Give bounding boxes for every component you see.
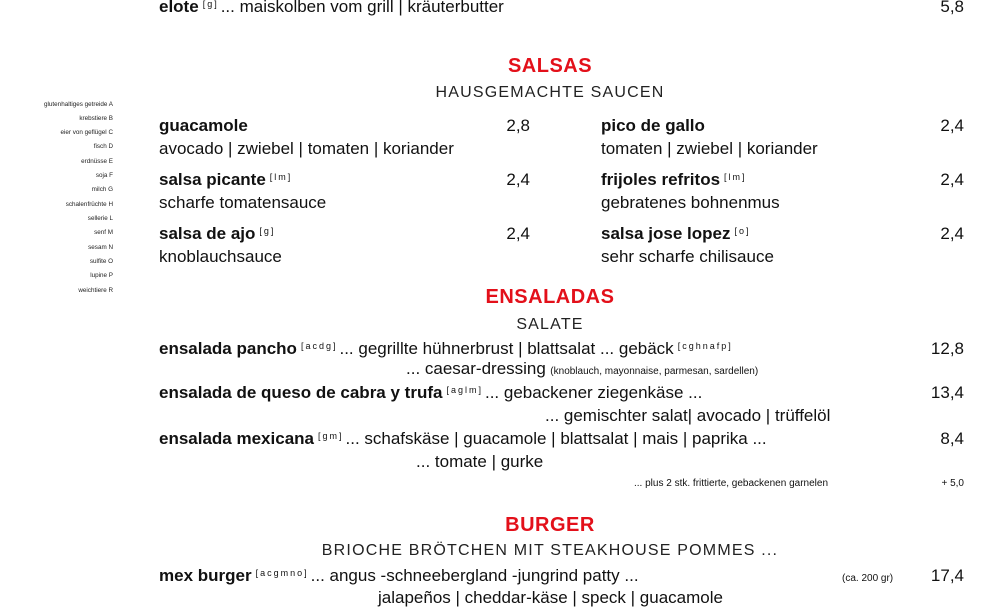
item-note: (knoblauch, mayonnaise, parmesan, sardellen) [550,366,759,377]
item-weight: (ca. 200 gr) [842,573,894,584]
menu-item-ensalada-queso [159,383,702,403]
item-price: 8,4 [940,429,964,448]
allergen-legend-item: sellerie L [87,215,113,222]
menu-item-ensalada-mexicana [159,429,767,449]
menu-item-ensalada-pancho [159,339,735,359]
item-price: 2,4 [506,170,530,189]
extra-option: ... plus 2 stk. frittierte, gebackenen garnelen [634,478,828,489]
menu-item-salsa-picante [159,170,294,190]
allergen-legend-item: krebstiere B [79,115,113,122]
allergen-legend-item: erdnüsse E [81,158,113,165]
item-name: salsa de ajo [159,224,256,243]
item-description: ... maiskolben vom grill | kräuterbutter [220,0,504,16]
allergen-legend-item: sulfite O [89,258,113,265]
item-name: salsa jose lopez [601,224,731,243]
item-name: ensalada pancho [159,339,297,358]
allergen-codes: [lm] [724,172,747,182]
item-description: scharfe tomatensauce [159,193,327,212]
allergen-legend-item: eier von geflügel C [60,129,113,136]
allergen-legend-item: milch G [91,186,113,193]
item-description: avocado | zwiebel | tomaten | koriander [159,139,454,158]
item-name: frijoles refritos [601,170,721,189]
allergen-legend-item: glutenhaltiges getreide A [44,101,113,108]
allergen-codes: [o] [734,226,751,236]
item-name: pico de gallo [601,116,705,135]
allergen-codes: [cghnafp] [677,341,733,351]
item-description-cont: ... caesar-dressing (knoblauch, mayonnaise, parmesan, sardellen) [406,359,759,378]
allergen-codes: [g] [259,226,276,236]
item-price: 2,4 [506,224,530,243]
item-name: ensalada mexicana [159,429,314,448]
item-price: 2,4 [940,224,964,243]
item-description: tomaten | zwiebel | koriander [601,139,818,158]
item-description: gebratenes bohnenmus [601,193,780,212]
item-description: ... angus -schneebergland -jungrind patty ... [310,566,639,585]
allergen-legend-item: weichtiere R [78,287,113,294]
menu-item-salsa-de-ajo [159,224,277,244]
item-price: 2,4 [940,116,964,135]
section-subtitle-burger: BRIOCHE BRÖTCHEN MIT STEAKHOUSE POMMES ... [321,542,779,559]
menu-item-salsa-jose-lopez [601,224,752,244]
allergen-codes: [g] [202,0,219,9]
item-description-cont: ... tomate | gurke [416,452,544,471]
allergen-legend-item: senf M [94,229,113,236]
menu-item-elote [159,0,504,17]
item-price: 2,8 [506,116,530,135]
section-title-salsas: SALSAS [507,55,593,77]
allergen-codes: [gm] [317,431,344,441]
allergen-codes: [lm] [269,172,293,182]
item-description-cont: ... gemischter salat| avocado | trüffelöl [545,406,831,425]
section-subtitle-salsas: HAUSGEMACHTE SAUCEN [435,84,665,101]
allergen-legend-item: fisch D [93,143,113,150]
item-price: 5,8 [940,0,964,16]
extra-price: + 5,0 [941,478,964,489]
item-description-cont: jalapeños | cheddar-käse | speck | guacamole [378,588,723,607]
item-description: ... schafskäse | guacamole | blattsalat | mais | paprika ... [345,429,767,448]
item-price: 17,4 [930,566,964,585]
allergen-codes: [acdg] [300,341,338,351]
item-description: ... gebackener ziegenkäse ... [484,383,703,402]
item-name: mex burger [159,566,252,585]
section-subtitle-ensaladas: SALATE [516,316,584,333]
menu-item-pico-de-gallo [601,116,705,136]
item-description: sehr scharfe chilisauce [601,247,774,266]
item-name: elote [159,0,199,16]
menu-item-frijoles-refritos [601,170,749,190]
allergen-legend-item: sesam N [88,244,113,251]
allergen-codes: [aglm] [446,385,483,395]
section-title-ensaladas: ENSALADAS [485,286,615,308]
menu-item-guacamole [159,116,248,136]
menu-item-mex-burger [159,566,639,586]
section-title-burger: BURGER [505,514,595,536]
item-name: salsa picante [159,170,266,189]
allergen-legend-item: lupine P [90,272,113,279]
item-price: 13,4 [930,383,964,402]
item-description: knoblauchsauce [159,247,282,266]
item-name: guacamole [159,116,248,135]
allergen-legend-item: soja F [95,172,113,179]
allergen-legend-item: schalenfrüchte H [65,201,113,208]
item-description: ... gegrillte hühnerbrust | blattsalat ... gebäck [339,339,674,358]
item-price: 2,4 [940,170,964,189]
allergen-codes: [acgmno] [255,568,309,578]
item-price: 12,8 [930,339,964,358]
item-name: ensalada de queso de cabra y trufa [159,383,443,402]
